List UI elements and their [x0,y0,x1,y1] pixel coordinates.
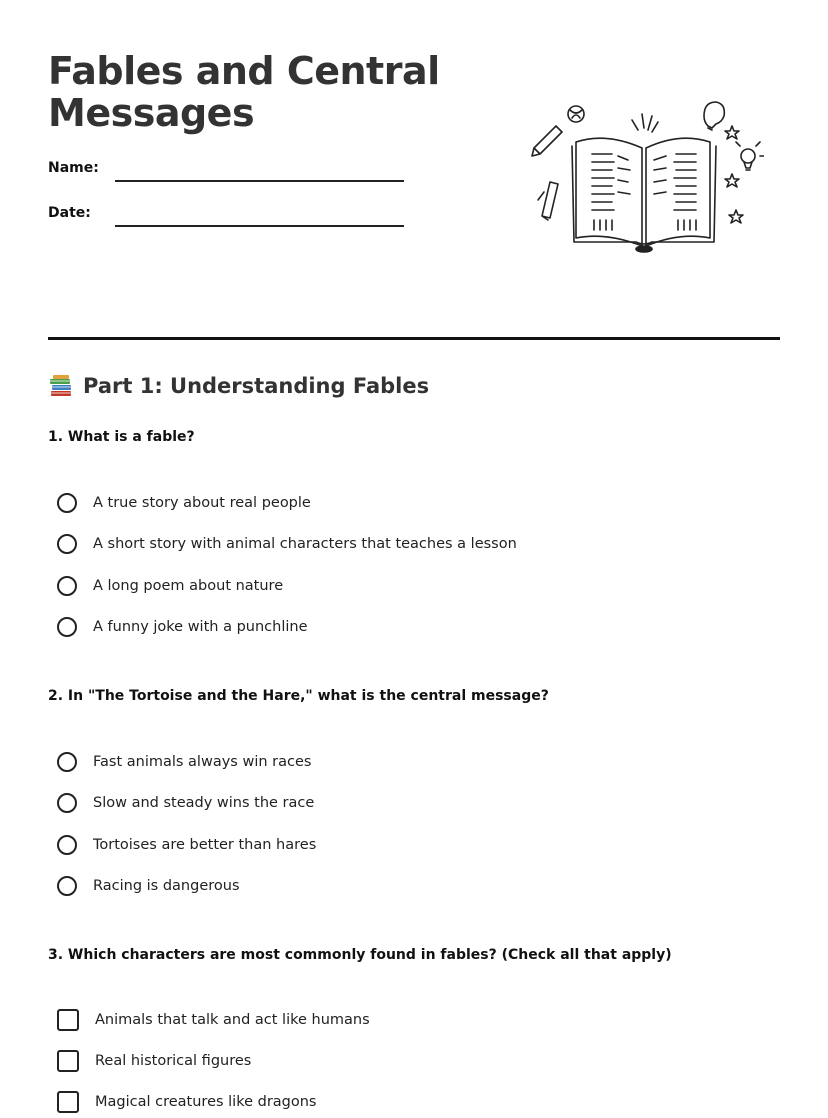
option-label: A short story with animal characters that teaches a lesson [93,536,517,552]
radio-button[interactable] [57,493,77,513]
q1-option-4[interactable] [57,615,307,639]
radio-button[interactable] [57,534,77,554]
q1-option-3[interactable] [57,574,283,598]
radio-button[interactable] [57,835,77,855]
date-field[interactable] [115,225,404,227]
checkbox[interactable] [57,1009,79,1031]
q2-option-3[interactable] [57,833,316,857]
part1-heading [48,373,429,399]
worksheet-title: Fables and Central Messages [48,49,440,135]
radio-button[interactable] [57,576,77,596]
radio-button[interactable] [57,876,77,896]
option-label: A funny joke with a punchline [93,619,308,635]
option-label: Animals that talk and act like humans [95,1012,370,1028]
q1-option-1[interactable] [57,491,311,515]
question-3: 3. Which characters are most commonly found in fables? (Check all that apply) [48,947,672,963]
checkbox[interactable] [57,1050,79,1072]
question-1: 1. What is a fable? [48,429,195,445]
q2-option-1[interactable] [57,750,311,774]
option-label: Tortoises are better than hares [93,837,317,853]
part1-title: Part 1: Understanding Fables [83,374,430,398]
radio-button[interactable] [57,793,77,813]
option-label: A true story about real people [93,495,311,511]
option-label: A long poem about nature [93,578,284,594]
option-label: Real historical figures [95,1053,252,1069]
books-icon [48,373,74,399]
checkbox[interactable] [57,1091,79,1113]
q2-option-4[interactable] [57,874,240,898]
name-field[interactable] [115,180,404,182]
q3-option-1[interactable] [57,1008,370,1032]
option-label: Slow and steady wins the race [93,795,315,811]
open-book-illustration [528,96,764,258]
option-label: Racing is dangerous [93,878,240,894]
q2-option-2[interactable] [57,791,314,815]
q3-option-3[interactable] [57,1090,317,1114]
radio-button[interactable] [57,617,77,637]
section-divider [48,337,780,340]
radio-button[interactable] [57,752,77,772]
option-label: Magical creatures like dragons [95,1094,317,1110]
option-label: Fast animals always win races [93,754,312,770]
question-2: 2. In "The Tortoise and the Hare," what is the central message? [48,688,549,704]
date-label: Date: [48,205,91,221]
name-label: Name: [48,160,99,176]
q1-option-2[interactable] [57,532,517,556]
q3-option-2[interactable] [57,1049,251,1073]
